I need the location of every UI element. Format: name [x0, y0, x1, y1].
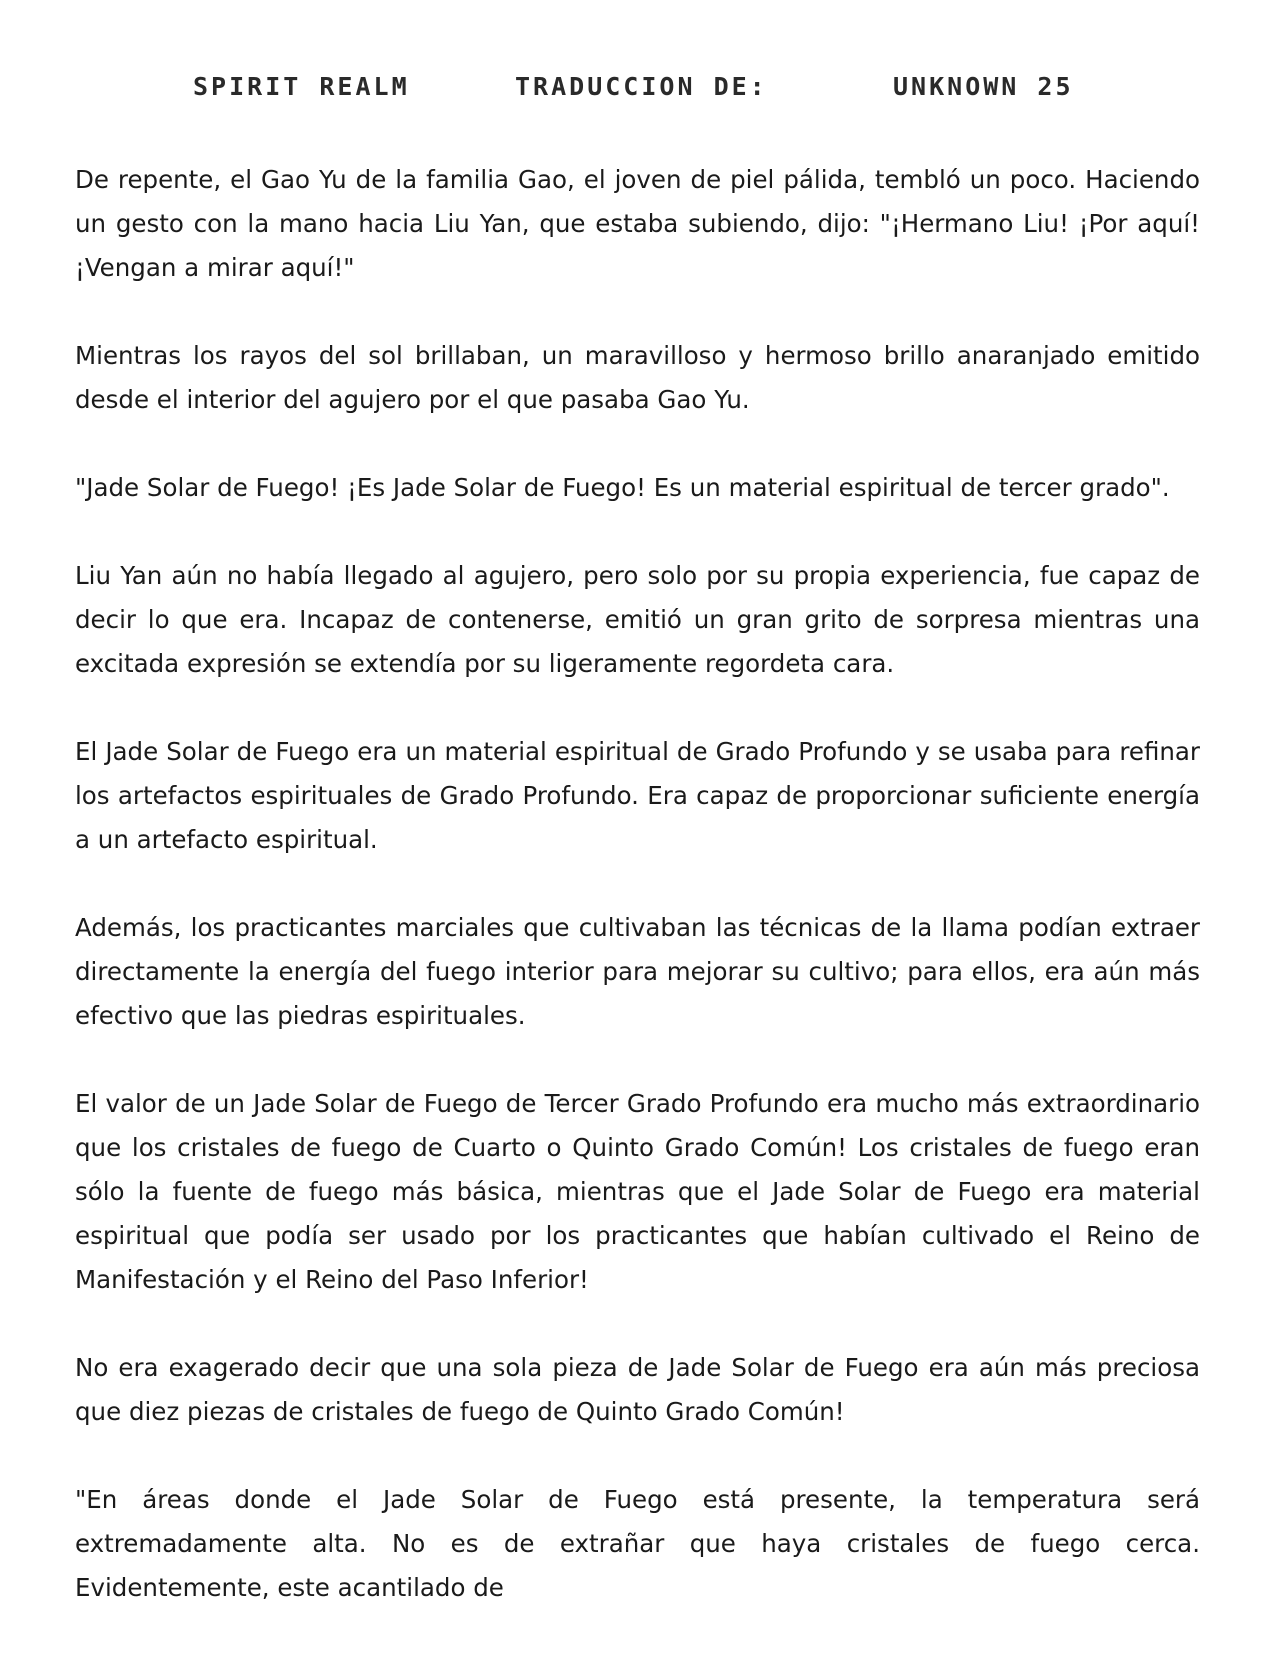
header-translator-name: UNKNOWN 25: [893, 72, 1074, 101]
page-header: [0, 72, 1275, 112]
paragraph: "En áreas donde el Jade Solar de Fuego está presente, la temperatura será extremadamente alta. No es de extrañar que haya cristales de fuego cerca. Evidentemente, este acantilado de: [75, 1485, 1200, 1602]
header-novel-title: SPIRIT REALM: [193, 72, 410, 101]
paragraph: Liu Yan aún no había llegado al agujero, pero solo por su propia experiencia, fue capaz de decir lo que era. Incapaz de contenerse, emitió un gran grito de sorpresa mientras una excitada expresión se extendía por su ligeramente regordeta cara.: [75, 561, 1200, 678]
paragraph: De repente, el Gao Yu de la familia Gao, el joven de piel pálida, tembló un poco. Haciendo un gesto con la mano hacia Liu Yan, que estaba subiendo, dijo: "¡Hermano Liu! ¡Por aquí! ¡Vengan a mirar aquí!": [75, 165, 1200, 282]
paragraph: "Jade Solar de Fuego! ¡Es Jade Solar de Fuego! Es un material espiritual de tercer grado".: [75, 473, 1170, 502]
paragraph: Además, los practicantes marciales que cultivaban las técnicas de la llama podían extraer directamente la energía del fuego interior para mejorar su cultivo; para ellos, era aún más efectivo que las piedras espirituales.: [75, 913, 1200, 1030]
paragraph: No era exagerado decir que una sola pieza de Jade Solar de Fuego era aún más preciosa que diez piezas de cristales de fuego de Quinto Grado Común!: [75, 1353, 1200, 1426]
paragraph: El valor de un Jade Solar de Fuego de Tercer Grado Profundo era mucho más extraordinario que los cristales de fuego de Cuarto o Quinto Grado Común! Los cristales de fuego eran sólo la fuente de fuego más básica, mientras que el Jade Solar de Fuego era material espiritual que podía ser usado por los practicantes que habían cultivado el Reino de Manifestación y el Reino del Paso Inferior!: [75, 1089, 1200, 1294]
paragraph: Mientras los rayos del sol brillaban, un maravilloso y hermoso brillo anaranjado emitido desde el interior del agujero por el que pasaba Gao Yu.: [75, 341, 1200, 414]
document-body: [75, 158, 1200, 1654]
header-translation-label: TRADUCCION DE:: [515, 72, 768, 101]
paragraph: El Jade Solar de Fuego era un material espiritual de Grado Profundo y se usaba para refinar los artefactos espirituales de Grado Profundo. Era capaz de proporcionar suficiente energía a un artefacto espiritual.: [75, 737, 1200, 854]
